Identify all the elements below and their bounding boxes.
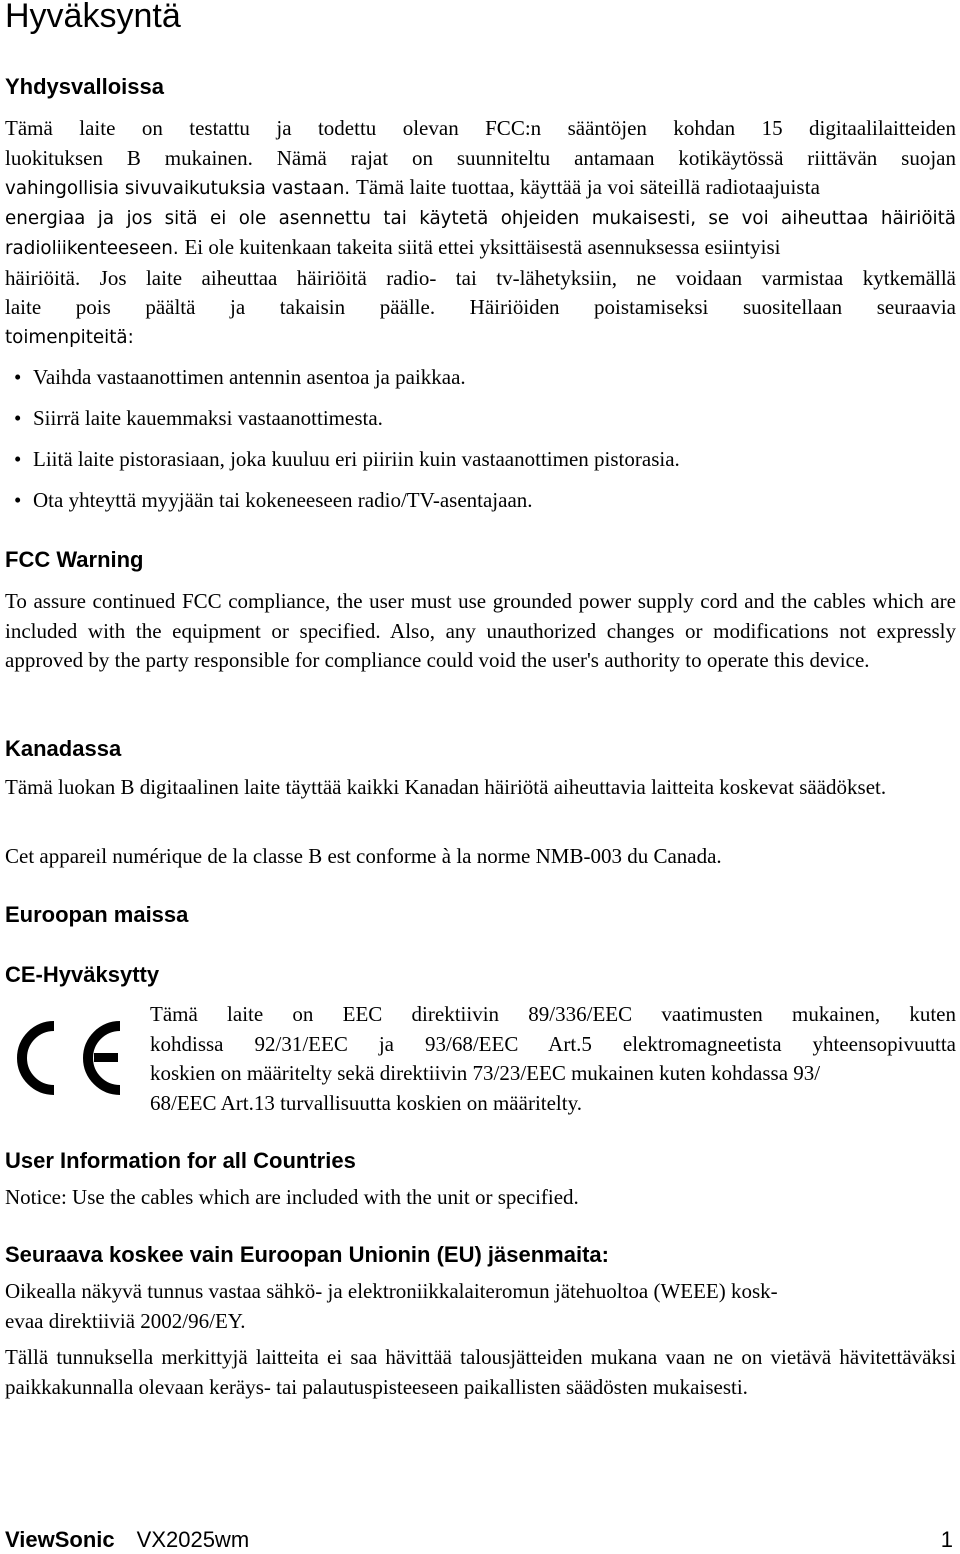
list-item-text: Ota yhteyttä myyjään tai kokeneeseen radio/TV-asentajaan. <box>33 488 533 512</box>
section-heading-canada: Kanadassa <box>5 736 122 761</box>
remedy-list <box>5 362 680 526</box>
ce-paragraph <box>150 1000 956 1118</box>
usa-line-3 <box>5 173 956 204</box>
usa-line-6: häiriöitä. Jos laite aiheuttaa häiriöitä radio- tai tv-lähetyksiin, ne voidaan varmistaa kytkemällä <box>5 265 956 290</box>
section-heading-fcc: FCC Warning <box>5 547 144 572</box>
bullet-icon: • <box>14 447 22 471</box>
eu-line-2: evaa direktiiviä 2002/96/EY. <box>5 1308 246 1333</box>
eu-line-1: Oikealla näkyvä tunnus vastaa sähkö- ja elektroniikkalaiteromun jätehuoltoa (WEEE) kosk- <box>5 1279 778 1303</box>
bullet-icon: • <box>14 365 22 389</box>
usa-line-4: energiaa ja jos sitä ei ole asennettu tai käytetä ohjeiden mukaisesti, se voi aiheuttaa häiriöitä <box>5 207 956 229</box>
usa-line-3a: vahingollisia sivuvaikutuksia vastaan. <box>5 178 351 199</box>
list-item <box>5 362 680 403</box>
user-info-notice: Notice: Use the cables which are included with the unit or specified. <box>5 1185 579 1209</box>
section-heading-europe: Euroopan maissa <box>5 902 189 927</box>
section-heading-user-info: User Information for all Countries <box>5 1148 356 1173</box>
ce-mark-logo <box>12 1017 128 1099</box>
list-item-text: Liitä laite pistorasiaan, joka kuuluu eri piiriin kuin vastaanottimen pistorasia. <box>33 447 680 471</box>
page-number: 1 <box>940 1527 953 1552</box>
list-item <box>5 485 680 526</box>
usa-line-5b: Ei ole kuitenkaan takeita siitä ettei yksittäisestä asennuksessa esiintyisi <box>184 235 781 259</box>
usa-paragraph <box>5 114 956 352</box>
list-item <box>5 403 680 444</box>
bullet-icon: • <box>14 406 22 430</box>
list-item-text: Siirrä laite kauemmaksi vastaanottimesta. <box>33 406 383 430</box>
usa-line-8: toimenpiteitä: <box>5 326 134 348</box>
ce-line-1: Tämä laite on EEC direktiivin 89/336/EEC vaatimusten mukainen, kuten <box>150 1002 956 1026</box>
canada-french-paragraph: Cet appareil numérique de la classe B est conforme à la norme NMB-003 du Canada. <box>5 844 722 868</box>
usa-line-5a: radioliikenteeseen. <box>5 238 179 259</box>
section-heading-ce: CE-Hyväksytty <box>5 962 160 987</box>
eu-paragraph-2: Tällä tunnuksella merkittyjä laitteita ei saa hävittää talousjätteiden mukana vaan ne on vietävä hävitettäväksi paikkakunnalla olevaan keräys- tai palautuspisteeseen paikallisten säädösten mukaisesti. <box>5 1345 956 1399</box>
usa-line-1: Tämä laite on testattu ja todettu olevan FCC:n sääntöjen kohdan 15 digitaalilaitteiden <box>5 116 956 140</box>
usa-line-7: laite pois päältä ja takaisin päälle. Häiriöiden poistamiseksi suositellaan seuraavia <box>5 295 956 319</box>
page-title: Hyväksyntä <box>5 0 181 35</box>
bullet-icon: • <box>14 488 22 512</box>
section-heading-eu: Seuraava koskee vain Euroopan Unionin (EU) jäsenmaita: <box>5 1242 609 1267</box>
usa-line-2: luokituksen B mukainen. Nämä rajat on suunniteltu antamaan kotikäytössä riittävän suojan <box>5 145 956 170</box>
canada-finnish-paragraph: Tämä luokan B digitaalinen laite täyttää kaikki Kanadan häiriötä aiheuttavia laitteita koskevat säädökset. <box>5 775 887 799</box>
list-item-text: Vaihda vastaanottimen antennin asentoa ja paikkaa. <box>33 365 466 389</box>
usa-line-3b: Tämä laite tuottaa, käyttää ja voi säteillä radiotaajuista <box>355 175 821 199</box>
footer-model: VX2025wm <box>136 1527 250 1552</box>
fcc-paragraph: To assure continued FCC compliance, the user must use grounded power supply cord and the cables which are included with the equipment or specified. Also, any unauthorized changes or modifications not expressly approved by the party responsible for compliance could void the user's authority to operate this device. <box>5 589 956 672</box>
page-footer <box>5 1526 955 1554</box>
ce-line-4: 68/EEC Art.13 turvallisuutta koskien on määritelty. <box>150 1090 582 1115</box>
footer-brand: ViewSonic <box>5 1527 115 1552</box>
ce-line-3: koskien on määritelty sekä direktiivin 73/23/EEC mukainen kuten kohdassa 93/ <box>150 1061 821 1085</box>
usa-line-5 <box>5 233 956 264</box>
section-heading-usa: Yhdysvalloissa <box>5 74 164 99</box>
eu-paragraph-1 <box>5 1277 956 1336</box>
ce-line-2: kohdissa 92/31/EEC ja 93/68/EEC Art.5 elektromagneetista yhteensopivuutta <box>150 1031 956 1056</box>
list-item <box>5 444 680 485</box>
